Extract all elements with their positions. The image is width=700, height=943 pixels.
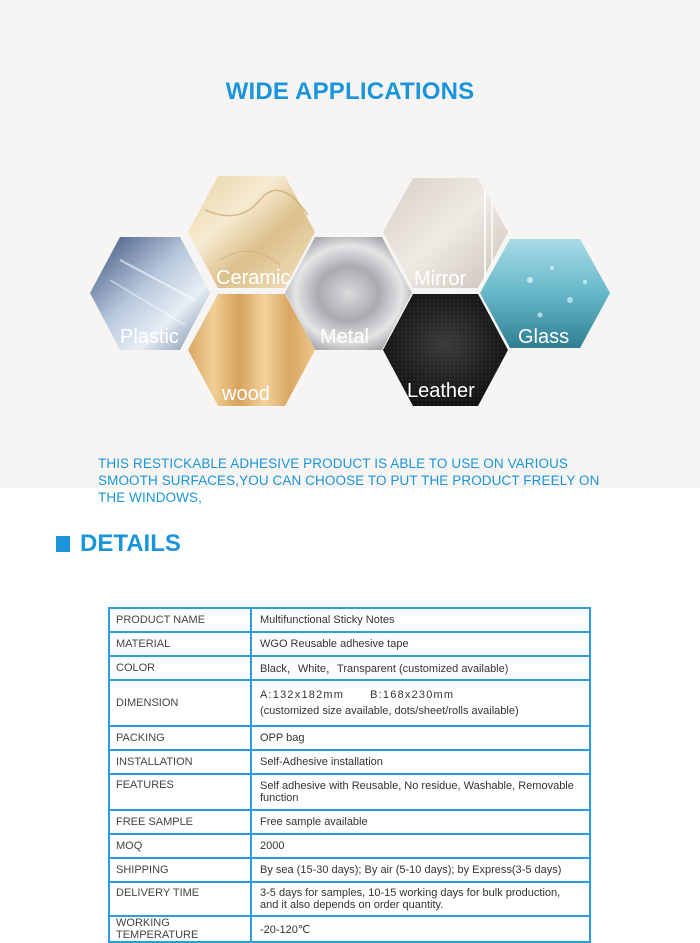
- leather-label: Leather: [407, 380, 475, 402]
- dimension-a: A:132x182mm: [260, 689, 345, 701]
- table-row: [109, 916, 590, 942]
- table-row: [109, 810, 590, 834]
- mirror-label: Mirror: [414, 268, 467, 290]
- spec-value: By sea (15-30 days); By air (5-10 days); by Express(3-5 days): [251, 858, 590, 882]
- details-heading: [56, 530, 181, 558]
- spec-value: Self adhesive with Reusable, No residue, Washable, Removable function: [251, 774, 590, 810]
- dimension-sizes: [260, 689, 581, 701]
- spec-value: Free sample available: [251, 810, 590, 834]
- spec-value: -20-120℃: [251, 916, 590, 942]
- square-bullet-icon: [56, 536, 70, 552]
- spec-label: SHIPPING: [109, 858, 251, 882]
- spec-label: MATERIAL: [109, 632, 251, 656]
- ceramic-label: Ceramic: [216, 267, 291, 289]
- spec-label: COLOR: [109, 656, 251, 680]
- table-row: [109, 632, 590, 656]
- spec-value: [251, 680, 590, 726]
- table-row: [109, 774, 590, 810]
- table-row: [109, 834, 590, 858]
- spec-value: Self-Adhesive installation: [251, 750, 590, 774]
- dimension-note: (customized size available, dots/sheet/rolls available): [260, 705, 519, 717]
- spec-value: OPP bag: [251, 726, 590, 750]
- spec-value: 2000: [251, 834, 590, 858]
- table-row: [109, 656, 590, 680]
- table-row: [109, 882, 590, 916]
- plastic-hexagon: [90, 237, 210, 350]
- table-row: [109, 726, 590, 750]
- wide-applications-title: WIDE APPLICATIONS: [225, 78, 475, 105]
- spec-value: WGO Reusable adhesive tape: [251, 632, 590, 656]
- spec-label: DIMENSION: [109, 680, 251, 726]
- spec-value: Multifunctional Sticky Notes: [251, 608, 590, 632]
- spec-label: FEATURES: [109, 774, 251, 810]
- spec-label: PRODUCT NAME: [109, 608, 251, 632]
- spec-label: PACKING: [109, 726, 251, 750]
- table-row: [109, 680, 590, 726]
- materials-hexagon-grid: [80, 170, 625, 415]
- spec-value: 3-5 days for samples, 10-15 working days for bulk production, and it also depends on order quantity.: [251, 882, 590, 916]
- table-row: [109, 858, 590, 882]
- spec-label: DELIVERY TIME: [109, 882, 251, 916]
- applications-description: THIS RESTICKABLE ADHESIVE PRODUCT IS ABLE TO USE ON VARIOUS SMOOTH SURFACES,YOU CAN CHOOSE TO PUT THE PRODUCT FREELY ON THE WINDOWS,: [98, 456, 600, 505]
- wood-label: wood: [222, 383, 270, 405]
- spec-label: FREE SAMPLE: [109, 810, 251, 834]
- table-row: [109, 750, 590, 774]
- table-row: [109, 608, 590, 632]
- plastic-label: Plastic: [120, 326, 179, 348]
- details-title: DETAILS: [80, 530, 181, 557]
- spec-label: INSTALLATION: [109, 750, 251, 774]
- mirror-hexagon: [383, 178, 508, 290]
- dimension-b: B:168x230mm: [370, 689, 455, 701]
- spec-label: MOQ: [109, 834, 251, 858]
- glass-hexagon: [480, 239, 610, 348]
- spec-label: WORKING TEMPERATURE: [109, 916, 251, 942]
- spec-value: Black，White，Transparent (customized available): [251, 656, 590, 680]
- glass-label: Glass: [518, 326, 570, 348]
- ceramic-hexagon: [188, 176, 315, 289]
- metal-label: Metal: [320, 326, 369, 348]
- spec-table: [108, 607, 591, 943]
